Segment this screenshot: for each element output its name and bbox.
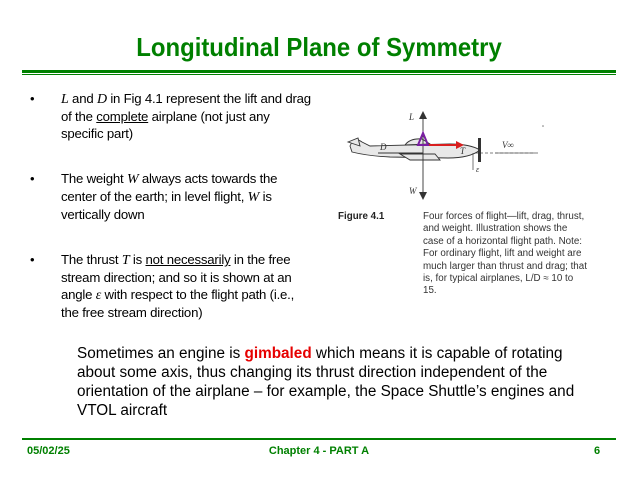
lift-arrowhead	[419, 111, 427, 119]
propeller-hub	[478, 138, 481, 162]
bullet-marker: •	[30, 91, 35, 106]
speck	[542, 125, 544, 127]
title-rule-bottom	[22, 74, 616, 75]
bullet-list	[28, 90, 313, 342]
highlighted-term: gimbaled	[244, 345, 312, 362]
thrust-label: T	[460, 146, 466, 156]
bullet-marker: •	[30, 252, 35, 267]
bullet-item: • The thrust T is not necessarily in the free stream direction; and so it is shown at an angle ε with respect to the flight path (i.e., the free stream direction)	[30, 252, 295, 320]
epsilon-label: ε	[476, 165, 480, 174]
drag-label: D	[380, 142, 387, 152]
slide-title: Longitudinal Plane of Symmetry	[136, 32, 502, 62]
footer-page-number: 6	[594, 445, 601, 457]
weight-arrowhead	[419, 192, 427, 200]
footer-rule	[22, 438, 616, 440]
figure-caption	[338, 211, 588, 298]
footer-chapter: Chapter 4 - PART A	[268, 445, 370, 457]
figure-caption-text: Four forces of flight—lift, drag, thrust, and weight. Illustration shows the case of a horizontal flight path. Note: For ordinary flight, lift and weight are much larger than thrust and drag; that is, for typical airplanes, L/D ≈ 10 to 15.	[423, 211, 587, 297]
velocity-label: V∞	[502, 140, 514, 150]
lift-label: L	[409, 112, 415, 122]
airplane-forces-figure	[330, 108, 580, 208]
weight-label: W	[409, 186, 417, 196]
bullet-item: • L and D in Fig 4.1 represent the lift and drag of the complete airplane (not just any specific part)	[30, 91, 311, 141]
footer-date: 05/02/25	[27, 445, 70, 457]
title-rule-top	[22, 70, 616, 73]
bullet-item: • The weight W always acts towards the center of the earth; in level flight, W is vertically down	[30, 171, 278, 222]
figure-caption-label: Figure 4.1	[338, 211, 385, 222]
gimbal-note: Sometimes an engine is gimbaled which means it is capable of rotating about some axis, thus changing its thrust direction independent of the orientation of the airplane – for example, the Space Shuttle’s engines and VTOL aircraft	[77, 345, 575, 419]
bullet-marker: •	[30, 171, 35, 186]
